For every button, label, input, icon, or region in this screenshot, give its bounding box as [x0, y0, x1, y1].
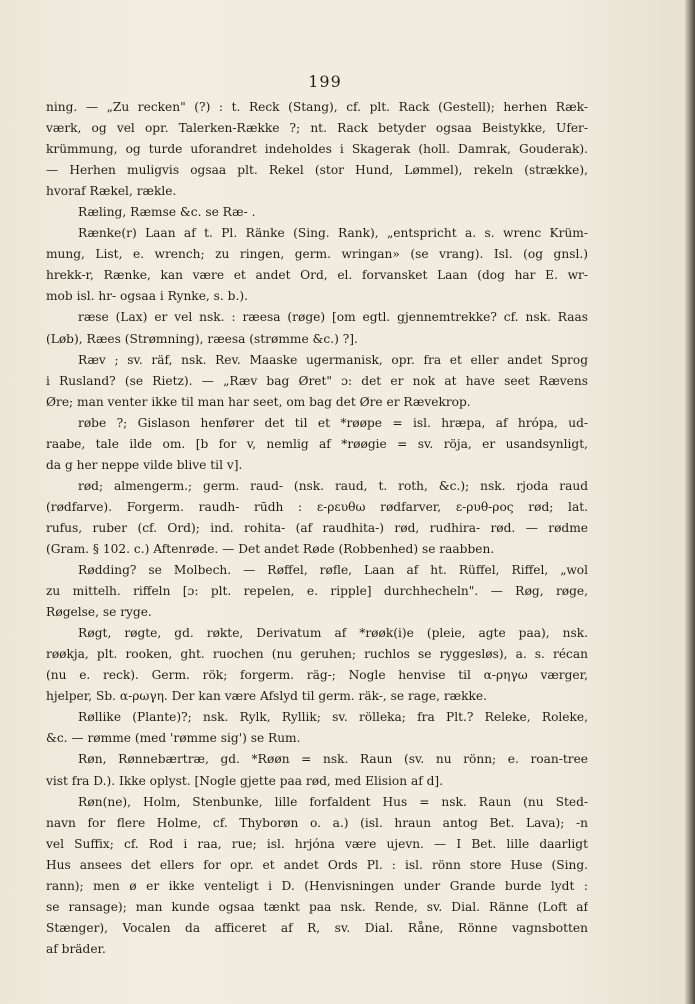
text-line: Rænke(r) Laan af t. Pl. Ränke (Sing. Rank), „entspricht a. s. wrenc Krüm-	[78, 226, 588, 241]
text-line: &c. — rømme (med 'rømme sig') se Rum.	[46, 731, 301, 746]
text-line: Røn(ne), Holm, Stenbunke, lille forfaldent Hus = nsk. Raun (nu Sted-	[78, 794, 588, 809]
text-line: Røn, Rønnebærtræ, gd. *Røøn = nsk. Raun (sv. nu rönn; e. roan-tree	[78, 752, 588, 767]
text-line: da g her neppe vilde blive til v].	[46, 457, 243, 472]
text-line: rød; almengerm.; germ. raud- (nsk. raud, t. roth, &c.); nsk. rjoda raud	[78, 478, 588, 493]
page-edge-shadow	[685, 0, 695, 1004]
text-line: Rødding? se Molbech. — Røffel, røfle, Laan af ht. Rüffel, Riffel, „wol	[78, 563, 588, 578]
text-line: rufus, ruber (cf. Ord); ind. rohita- (af raudhita-) rød, rudhira- rød. — rødme	[46, 520, 588, 535]
text-line: mung, List, e. wrench; zu ringen, germ. wringan» (se vrang). Isl. (og gnsl.)	[46, 247, 588, 262]
text-line: hrekk-r, Rænke, kan være et andet Ord, el. forvansket Laan (dog har E. wr-	[46, 268, 588, 283]
text-line: (rødfarve). Forgerm. raudh- rūdh : ε-ρευθω rødfarver, ε-ρυθ-ρος rød; lat.	[46, 499, 588, 514]
page-number: 199	[308, 72, 342, 91]
text-line: krümmung, og turde uforandret indeholdes i Skagerak (holl. Damrak, Gouderak).	[46, 142, 588, 157]
text-line: hvoraf Rækel, rækle.	[46, 184, 177, 199]
text-line: ning. — „Zu recken" (?) : t. Reck (Stang), cf. plt. Rack (Gestell); herhen Ræk-	[46, 100, 588, 114]
text-line: rann); men ø er ikke venteligt i D. (Henvisningen under Grande burde lydt :	[46, 878, 588, 893]
text-line: — Herhen muligvis ogsaa plt. Rekel (stor Hund, Lømmel), rekeln (strække),	[46, 163, 588, 178]
text-line: i Rusland? (se Rietz). — „Ræv bag Øret" ɔ: det er nok at have seet Rævens	[46, 373, 588, 388]
text-line: zu mittelh. riffeln [ɔ: plt. repelen, e. ripple] durchhecheln". — Røg, røge,	[46, 584, 588, 599]
text-line: Stænger), Vocalen da afficeret af R, sv. Dial. Råne, Rönne vagnsbotten	[46, 920, 588, 935]
text-line: ræse (Lax) er vel nsk. : ræesa (røge) [om egtl. gjennemtrekke? cf. nsk. Raas	[78, 310, 588, 325]
text-line: Ræv ; sv. räf, nsk. Rev. Maaske ugermanisk, opr. fra et eller andet Sprog	[78, 352, 588, 367]
text-line: se ransage); man kunde ogsaa tænkt paa nsk. Rende, sv. Dial. Ränne (Loft af	[46, 899, 588, 914]
text-line: Hus ansees det ellers for opr. et andet Ords Pl. : isl. rönn store Huse (Sing.	[46, 857, 588, 872]
text-line: værk, og vel opr. Talerken-Række ?; nt. Rack betyder ogsaa Beistykke, Ufer-	[46, 121, 588, 136]
text-line: Røgt, røgte, gd. røkte, Derivatum af *røøk(i)e (pleie, agte paa), nsk.	[78, 626, 588, 641]
text-line: Røllike (Plante)?; nsk. Rylk, Ryllik; sv. rölleka; fra Plt.? Releke, Roleke,	[78, 710, 588, 725]
text-line: af bräder.	[46, 941, 106, 956]
text-line: vist fra D.). Ikke oplyst. [Nogle gjette paa rød, med Elision af d].	[46, 773, 444, 788]
text-line: raabe, tale ilde om. [b for v, nemlig af *røøgie = sv. röja, er usandsynligt,	[46, 436, 588, 451]
text-line: Ræling, Ræmse &c. se Ræ- .	[78, 205, 256, 220]
text-line: (Løb), Ræes (Strømning), ræesa (strømme &c.) ?].	[46, 331, 358, 346]
text-line: vel Suffix; cf. Rod i raa, rue; isl. hrjóna være ujevn. — I Bet. lille daarligt	[46, 836, 588, 851]
text-line: hjelper, Sb. α-ρωγη. Der kan være Afslyd til germ. räk-, se rage, række.	[46, 689, 487, 704]
text-line: mob isl. hr- ogsaa i Rynke, s. b.).	[46, 289, 248, 304]
text-line: Røgelse, se ryge.	[46, 605, 152, 620]
text-line: (nu e. reck). Germ. rök; forgerm. räg-; Nogle henvise til α-ρηγω værger,	[46, 668, 588, 683]
text-line: (Gram. § 102. c.) Aftenrøde. — Det andet Røde (Robbenhed) se raabben.	[46, 541, 495, 556]
text-line: Øre; man venter ikke til man har seet, om bag det Øre er Rævekrop.	[46, 394, 471, 409]
dictionary-text-block	[46, 97, 588, 960]
text-line: røøkja, plt. rooken, ght. ruochen (nu geruhen; ruchlos se ryggesløs), a. s. récan	[46, 647, 588, 662]
text-line: navn for flere Holme, cf. Thyborøn o. a.) (isl. hraun antog Bet. Lava); -n	[46, 815, 588, 830]
text-line: røbe ?; Gislason henfører det til et *røøpe = isl. hræpa, af hrópa, ud-	[78, 415, 588, 430]
